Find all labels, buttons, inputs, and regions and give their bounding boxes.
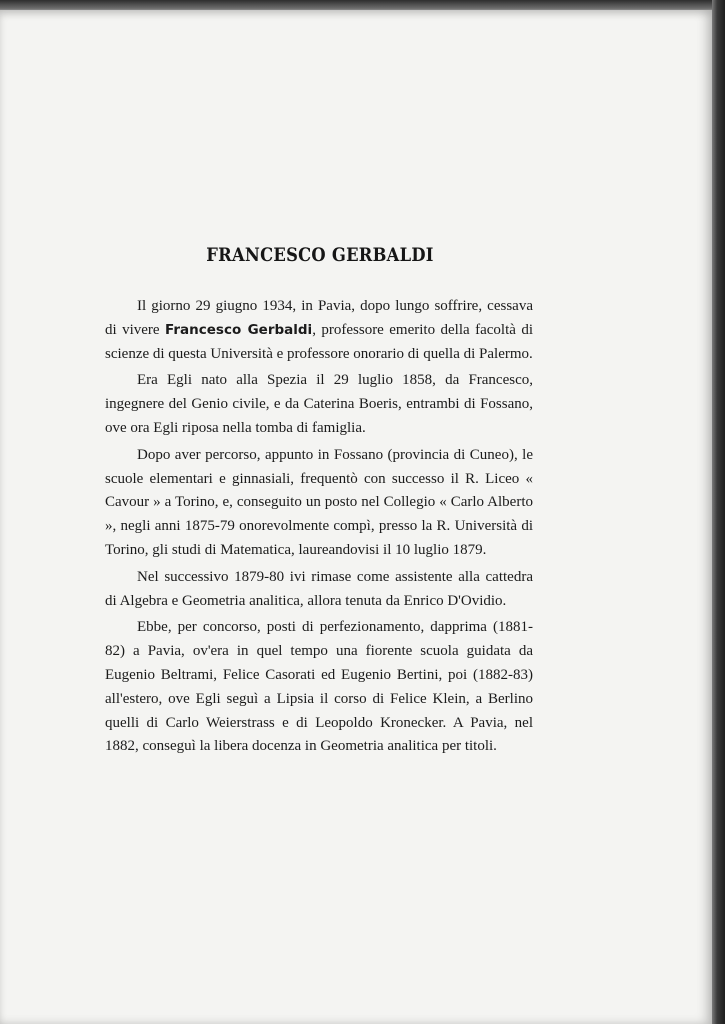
subject-name: Francesco Gerbaldi xyxy=(165,321,313,338)
paragraph-5: Ebbe, per concorso, posti di perfezionamento, dapprima (1881-82) a Pavia, ov'era in quel tempo una fiorente scuola guidata da Eugenio Beltrami, Felice Casorati ed Eugenio Bertini, poi (1882-83) all'estero, ove Egli seguì a Lipsia il corso di Felice Klein, a Berlino quelli di Carlo Weierstrass e di Leopoldo Kronecker. A Pavia, nel 1882, conseguì la libera docenza in Geometria analitica per titoli. xyxy=(105,619,533,755)
page-title: FRANCESCO GERBALDI xyxy=(206,244,434,266)
paragraph-1 xyxy=(105,295,533,366)
paragraph-1-after: , professore emerito della facoltà di scienze di questa Università e professore onorario di quella di Palermo. xyxy=(105,321,533,362)
paragraph-1-before: Il giorno 29 giugno 1934, in Pavia, dopo lungo soffrire, cessava di vivere xyxy=(105,298,533,338)
body-text xyxy=(105,295,533,762)
paragraph-3: Dopo aver percorso, appunto in Fossano (provincia di Cuneo), le scuole elementari e ginnasiali, frequentò con successo il R. Liceo « Cavour » a Torino, e, conseguito un posto nel Collegio « Carlo Alberto », negli anni 1875-79 onorevolmente compì, presso la R. Università di Torino, gli studi di Matematica, laureandovisi il 10 luglio 1879. xyxy=(105,446,533,558)
paragraph-4: Nel successivo 1879-80 ivi rimase come assistente alla cattedra di Algebra e Geometria analitica, allora tenuta da Enrico D'Ovidio. xyxy=(105,568,533,609)
scan-right-edge xyxy=(712,0,725,1024)
paragraph-2: Era Egli nato alla Spezia il 29 luglio 1858, da Francesco, ingegnere del Genio civile, e da Caterina Boeris, entrambi di Fossano, ove ora Egli riposa nella tomba di famiglia. xyxy=(105,372,533,436)
